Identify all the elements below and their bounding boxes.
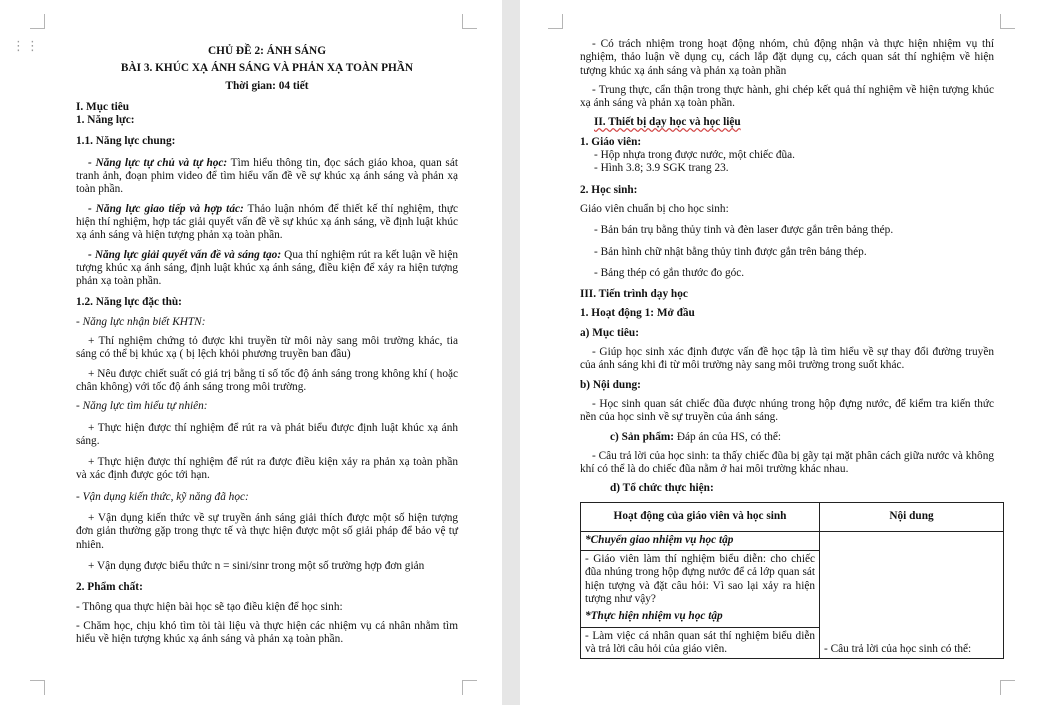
- paragraph-san-pham-detail: - Câu trả lời của học sinh: ta thấy chiếc đũa bị gãy tại mặt phân cách giữa nước và không khí có thể là do chiếc đũa nằm ở hai môi trường khác nhau.: [580, 449, 994, 476]
- heading-to-chuc-d: d) Tổ chức thực hiện:: [610, 482, 714, 495]
- table-row: [581, 531, 1004, 658]
- heading-hoc-sinh: 2. Học sinh:: [580, 183, 638, 196]
- paragraph-tim-hieu-2: + Thực hiện được thí nghiệm để rút ra được điều kiện xảy ra phản xạ toàn phần và xác định được góc tới hạn.: [76, 456, 458, 482]
- paragraph-nl-gqvd: - Năng lực giải quyết vấn đề và sáng tạo: Qua thí nghiệm rút ra kết luận về hiện tượng khúc xạ ánh sáng, định luật khúc xạ ánh sáng, điều kiện để xảy ra hiện tượng phản xạ toàn phần.: [76, 248, 458, 288]
- text-thuc-hien: - Làm việc cá nhân quan sát thí nghiệm biểu diễn và trả lời câu hỏi của giáo viên.: [581, 627, 819, 657]
- heading-thiet-bi: II. Thiết bị dạy học và học liệu: [594, 116, 741, 129]
- heading-noi-dung-b: b) Nội dung:: [580, 378, 641, 391]
- paragraph-pham-chat-3: - Có trách nhiệm trong hoạt động nhóm, chủ động nhận và thực hiện nhiệm vụ thí nghiệm, thảo luận về dụng cụ, cách lắp đặt dụng cụ, cách quan sát thí nghiệm về hiện tượng khúc xạ ánh sáng và phản xạ toàn phần: [580, 38, 994, 77]
- doc-time: Thời gian: 04 tiết: [225, 79, 309, 92]
- paragraph-van-dung-1: + Vận dụng kiến thức về sự truyền ánh sáng giải thích được một số hiện tượng đơn giản thường gặp trong thực tế và thực hiện được một số giải pháp để bảo vệ tự nhiên.: [76, 512, 458, 551]
- paragraph-noi-dung: - Học sinh quan sát chiếc đũa được nhúng trong hộp đựng nước, để kiểm tra kiến thức nền của học sinh về sự truyền của ánh sáng.: [580, 397, 994, 424]
- crop-mark: [1000, 14, 1015, 29]
- heading-tien-trinh: III. Tiến trình dạy học: [580, 288, 688, 301]
- paragraph-nhan-biet-2: + Nêu được chiết suất có giá trị bằng tỉ số tốc độ ánh sáng trong không khí ( hoặc chân không) với tốc độ ánh sáng trong môi trường.: [76, 367, 458, 393]
- crop-mark: [462, 14, 477, 29]
- paragraph-tim-hieu-1: + Thực hiện được thí nghiệm để rút ra và phát biểu được định luật khúc xạ ánh sáng.: [76, 421, 458, 447]
- label-thuc-hien: *Thực hiện nhiệm vụ học tập: [585, 610, 723, 623]
- list-item-hs-3: - Bảng thép có gắn thước đo góc.: [594, 266, 745, 279]
- document-page-left: [0, 0, 502, 705]
- paragraph-nl-tu-chu: - Năng lực tự chủ và tự học: Tìm hiểu thông tin, đọc sách giáo khoa, quan sát tranh ảnh, đoạn phim video để tìm hiểu vấn đề về sự khúc xạ ánh sáng và phản xạ toàn phần.: [76, 156, 458, 196]
- label-nl-nhan-biet: - Năng lực nhận biết KHTN:: [76, 315, 206, 328]
- page-right-content[interactable]: [580, 38, 994, 659]
- paragraph-nl-giao-tiep: - Năng lực giao tiếp và hợp tác: Thảo luận nhóm để thiết kế thí nghiệm, thực hiện thí nghiệm, hợp tác giải quyết vấn đề về sự khúc xạ ánh sáng, về định luật khúc xạ ánh sáng và hiện tượng phản xạ toàn phần.: [76, 202, 458, 242]
- list-item-hs-1: - Bản bán trụ bằng thủy tinh và đèn laser được gắn trên bảng thép.: [594, 224, 894, 237]
- paragraph-van-dung-2: + Vận dụng được biểu thức n = sini/sinr trong một số trường hợp đơn giản: [88, 559, 425, 572]
- list-item-hs-2: - Bản hình chữ nhật bằng thủy tinh được gắn trên bảng thép.: [594, 245, 867, 258]
- crop-mark: [30, 14, 45, 29]
- paragraph-san-pham: c) Sản phẩm: Đáp án của HS, có thể:: [610, 430, 782, 443]
- paragraph-hs-intro: Giáo viên chuẩn bị cho học sinh:: [580, 202, 729, 215]
- heading-nang-luc: 1. Năng lực:: [76, 114, 135, 127]
- page-left-content[interactable]: [76, 45, 458, 646]
- table-header-col1: Hoạt động của giáo viên và học sinh: [581, 502, 820, 531]
- text-chuyen-giao: - Giáo viên làm thí nghiệm biểu diễn: cho chiếc đũa nhúng trong hộp đựng nước để cả lớp quan sát hiện tượng và đặt câu hỏi: Vì sao lại xảy ra hiện tượng như vậy?: [581, 550, 819, 606]
- list-item-gv-1: - Hộp nhựa trong được nước, một chiếc đũa.: [594, 149, 795, 162]
- crop-mark: [30, 680, 45, 695]
- paragraph-muc-tieu: - Giúp học sinh xác định được vấn đề học tập là tìm hiểu về sự thay đổi đường truyền của ánh sáng khi đi từ môi trường này sang môi trường trong suốt khác.: [580, 346, 994, 372]
- table-cell-activities[interactable]: [581, 531, 820, 658]
- paragraph-pham-chat-4: - Trung thực, cẩn thận trong thực hành, ghi chép kết quả thí nghiệm về hiện tượng khúc xạ ánh sáng và phản xạ toàn phần.: [580, 83, 994, 110]
- heading-nang-luc-dac-thu: 1.2. Năng lực đặc thù:: [76, 296, 182, 309]
- document-page-right: [520, 0, 1042, 705]
- label-van-dung: - Vận dụng kiến thức, kỹ năng đã học:: [76, 490, 249, 503]
- paragraph-nhan-biet-1: + Thí nghiệm chứng tỏ được khi truyền từ môi này sang môi trường khác, tia sáng có thể bị khúc xạ ( bị lệch khỏi phương truyền ban đầu): [76, 335, 458, 361]
- heading-pham-chat: 2. Phẩm chất:: [76, 581, 143, 594]
- paragraph-pham-chat-2: - Chăm học, chịu khó tìm tòi tài liệu và thực hiện các nhiệm vụ cá nhân nhằm tìm hiểu về hiện tượng khúc xạ ánh sáng và phản xạ toàn phần.: [76, 619, 458, 646]
- activity-table[interactable]: [580, 502, 1004, 659]
- text-noi-dung-cell: - Câu trả lời của học sinh có thể:: [824, 642, 972, 655]
- table-cell-content[interactable]: [820, 531, 1004, 658]
- crop-mark: [462, 680, 477, 695]
- heading-giao-vien: 1. Giáo viên:: [580, 135, 642, 148]
- crop-mark: [1000, 680, 1015, 695]
- label-chuyen-giao: *Chuyển giao nhiệm vụ học tập: [585, 533, 734, 546]
- doc-subtitle: BÀI 3. KHÚC XẠ ÁNH SÁNG VÀ PHẢN XẠ TOÀN PHẦN: [120, 62, 414, 75]
- crop-mark: [548, 14, 563, 29]
- table-header-row: [581, 502, 1004, 531]
- list-item-gv-2: - Hình 3.8; 3.9 SGK trang 23.: [594, 162, 729, 175]
- doc-title: CHỦ ĐỀ 2: ÁNH SÁNG: [208, 45, 326, 57]
- heading-muc-tieu: I. Mục tiêu: [76, 100, 130, 113]
- heading-nang-luc-chung: 1.1. Năng lực chung:: [76, 135, 176, 148]
- paragraph-pham-chat-1: - Thông qua thực hiện bài học sẽ tạo điều kiện để học sinh:: [76, 600, 343, 613]
- table-header-col2: Nội dung: [820, 502, 1004, 531]
- drag-handle-icon[interactable]: ⋮⋮: [12, 39, 40, 54]
- heading-hoat-dong-1: 1. Hoạt động 1: Mở đầu: [580, 307, 695, 320]
- label-nl-tim-hieu: - Năng lực tìm hiểu tự nhiên:: [76, 400, 208, 413]
- heading-muc-tieu-a: a) Mục tiêu:: [580, 326, 639, 339]
